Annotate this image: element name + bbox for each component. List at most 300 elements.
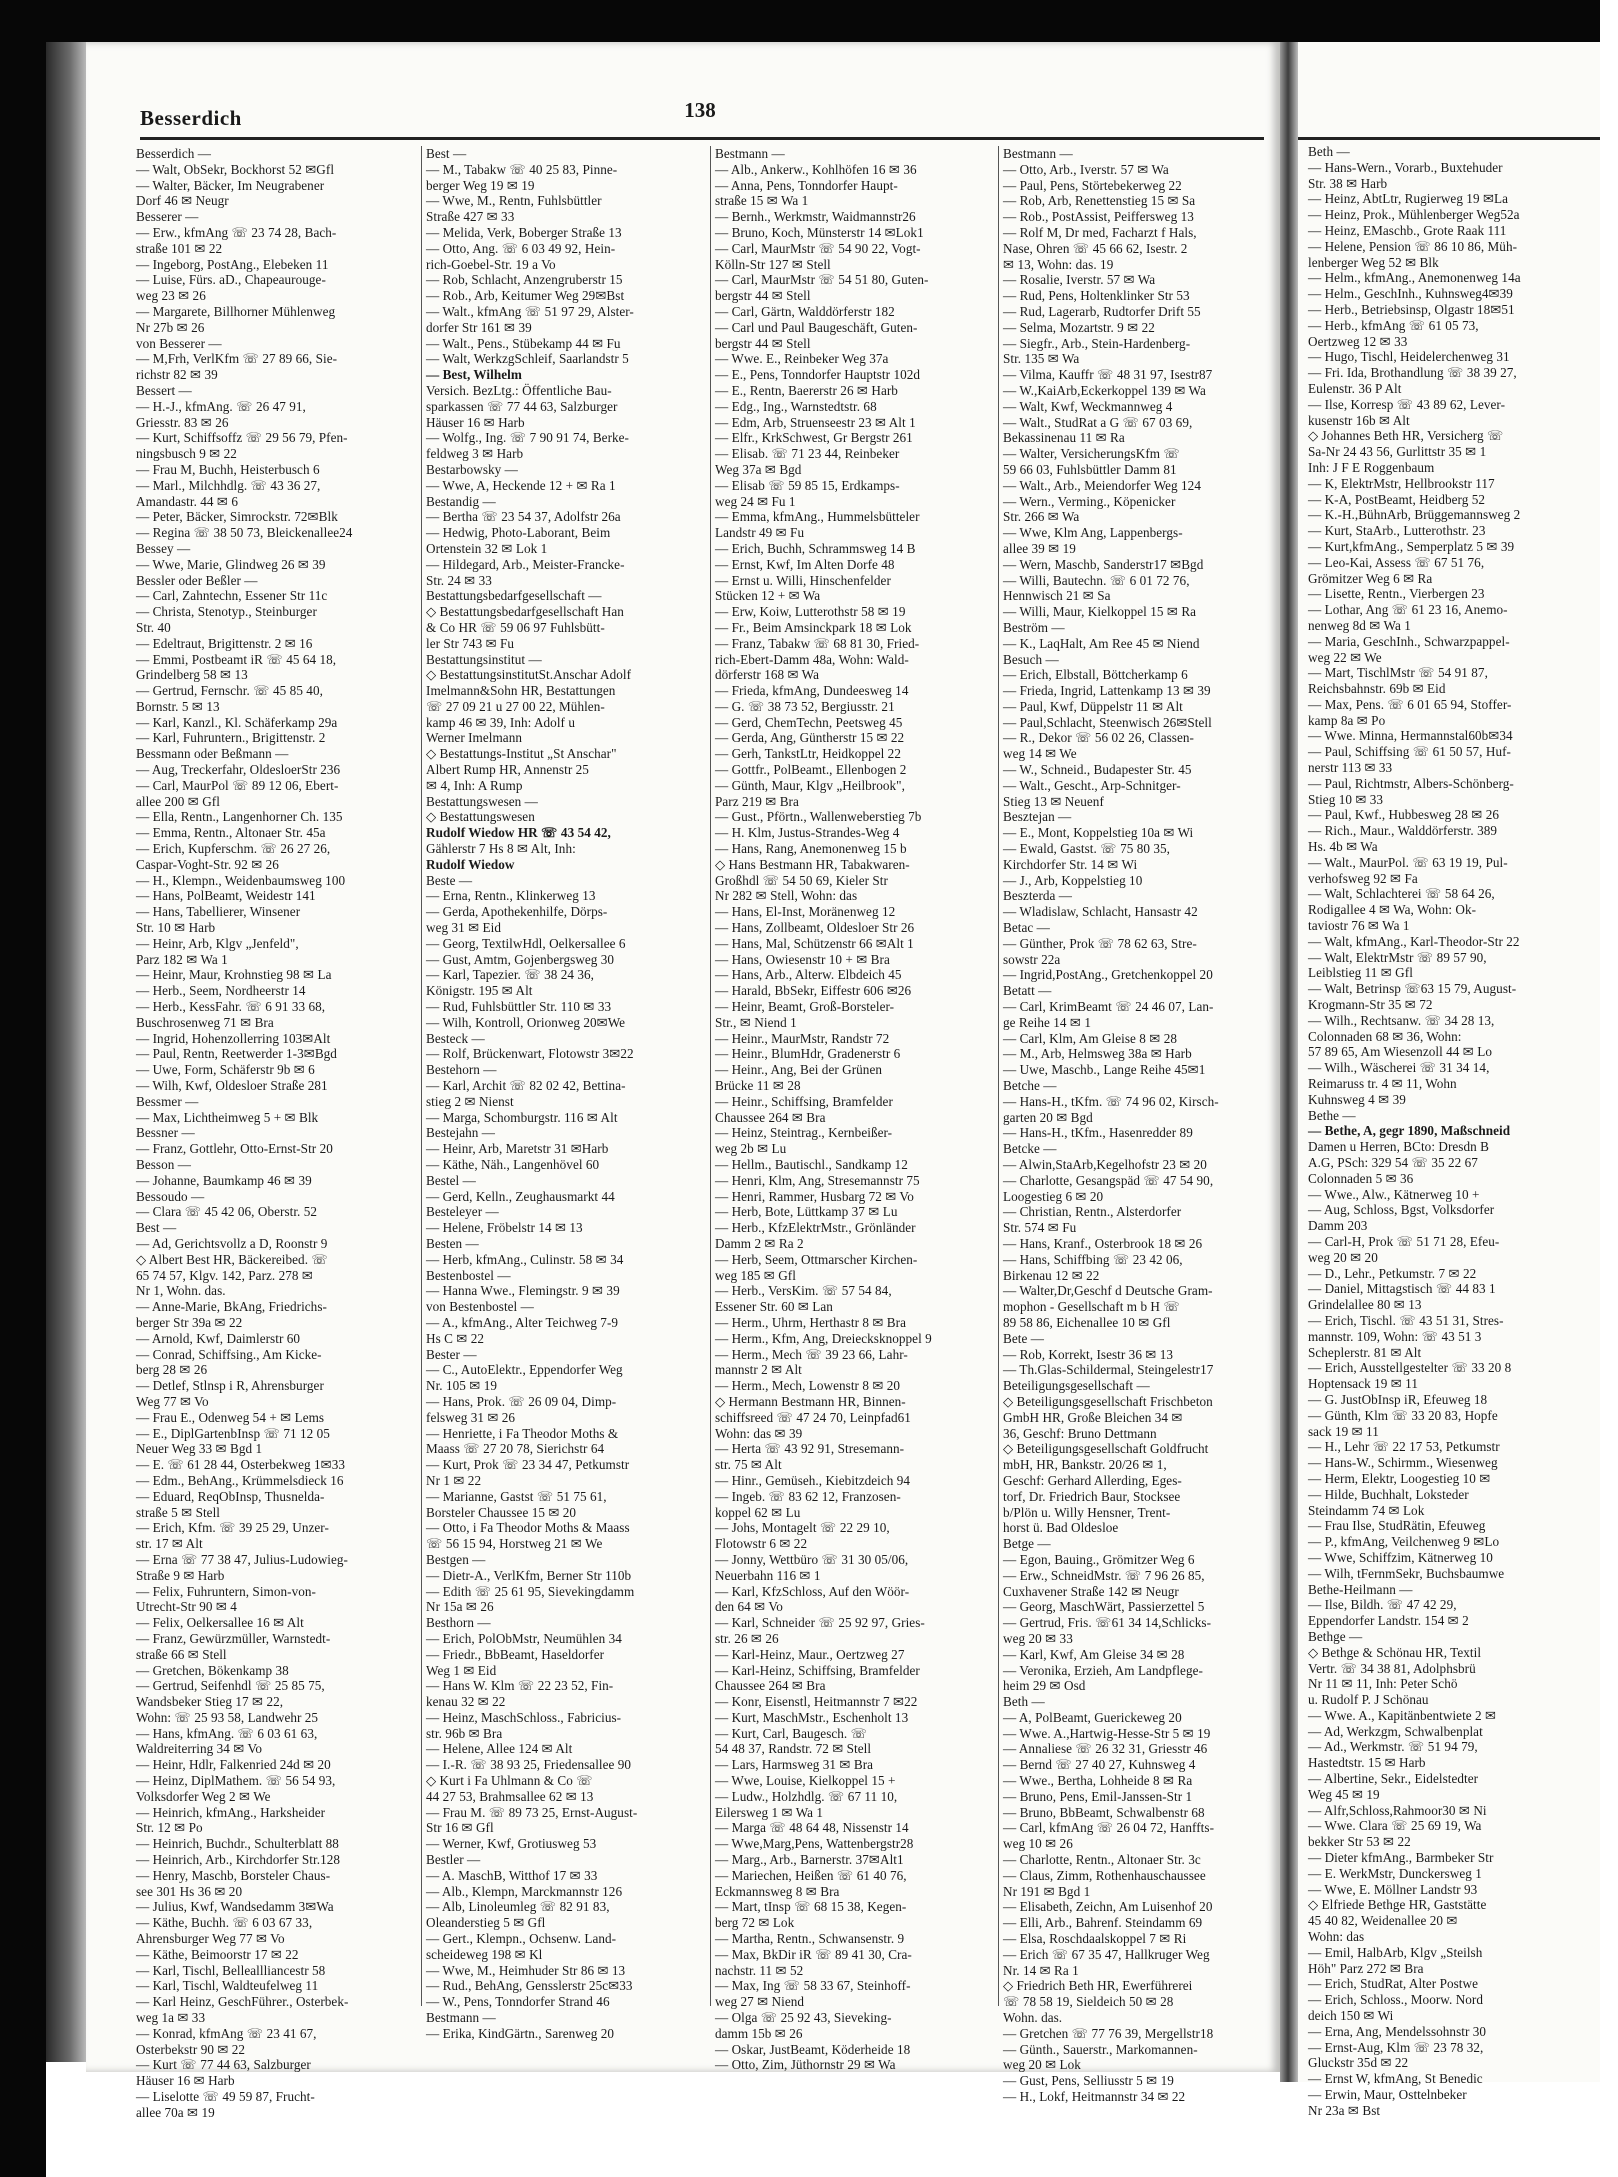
directory-entry-line: — Hinr., Gemüseh., Kiebitzdeich 94 — [715, 1472, 911, 1488]
directory-entry-line: — Walt, ElektrMstr ☏ 89 57 90, — [1308, 949, 1487, 965]
directory-entry-line: Birkenau 12 ✉ 22 — [1003, 1267, 1100, 1283]
directory-entry-line: Brücke 11 ✉ 28 — [715, 1078, 801, 1094]
directory-entry-line: — Luise, Fürs. aD., Chapeaurouge- — [136, 272, 326, 288]
directory-entry-line: — Bertha ☏ 23 54 37, Adolfstr 26a — [426, 509, 621, 525]
directory-entry-line: — Walt, WerkzgSchleif, Saarlandstr 5 — [426, 351, 629, 367]
directory-entry-line: — E. WerkMstr, Dunckersweg 1 — [1308, 1865, 1482, 1881]
directory-entry-line: — Henri, Klm, Ang, Stresemannstr 75 — [715, 1172, 920, 1188]
directory-entry-line: — Fri. Ida, Brothandlung ☏ 38 39 27, — [1308, 365, 1517, 381]
directory-entry-line: — Erika, KindGärtn., Sarenweg 20 — [426, 2025, 615, 2041]
directory-entry-line: berg 72 ✉ Lok — [715, 1915, 795, 1931]
directory-entry-line: — Siegfr., Arb., Stein-Hardenberg- — [1003, 335, 1191, 351]
directory-entry-line: Stücken 12 + ✉ Wa — [715, 588, 821, 604]
directory-entry-line: kenau 32 ✉ 22 — [426, 1694, 506, 1710]
directory-entry-line: Loogestieg 6 ✉ 20 — [1003, 1188, 1104, 1204]
directory-entry-line: Großhdl ☏ 54 50 69, Kieler Str — [715, 872, 888, 888]
directory-entry-line: — Wwe, Louise, Kielkoppel 15 + — [715, 1773, 896, 1789]
directory-entry-line: — Alwin,StaArb,Kegelhofstr 23 ✉ 20 — [1003, 1157, 1207, 1172]
column-divider — [421, 146, 422, 2006]
directory-entry-line: — Wilh., Rechtsanw. ☏ 34 28 13, — [1308, 1012, 1495, 1028]
directory-entry-line: — Hellm., Bautischl., Sandkamp 12 — [715, 1157, 908, 1172]
directory-entry-line: 59 66 03, Fuhlsbüttler Damm 81 — [1003, 461, 1177, 477]
scan-border-left — [0, 0, 46, 2177]
directory-entry-line: allee 200 ✉ Gfl — [136, 793, 220, 809]
directory-entry-line: — Eduard, ReqObInsp, Thusnelda- — [136, 1488, 325, 1504]
directory-entry-line: — Ad, Werkzgm, Schwalbenplat — [1308, 1723, 1483, 1739]
directory-entry-line: straße 101 ✉ 22 — [136, 240, 223, 256]
directory-entry-line: — Annaliese ☏ 26 32 31, Griesstr 46 — [1003, 1741, 1208, 1757]
directory-entry-line: feldweg 3 ✉ Harb — [426, 446, 524, 462]
directory-entry-line: — Hans, Tabellierer, Winsener — [136, 904, 301, 920]
directory-entry-line: von Besserer — — [136, 335, 222, 351]
directory-entry-line: — H.-J., kfmAng. ☏ 26 47 91, — [136, 398, 306, 414]
directory-entry-line: — Ernst u. Willi, Hinschenfelder — [715, 572, 891, 588]
directory-entry-line: Versich. BezLtg.: Öffentliche Bau- — [426, 382, 612, 398]
directory-entry-line: ◇ Friedrich Beth HR, Ewerführerei — [1003, 1978, 1193, 1994]
directory-entry-line: — Carl-H, Prok ☏ 51 71 28, Efeu- — [1308, 1233, 1500, 1249]
directory-entry-line: Straße 9 ✉ Harb — [136, 1567, 225, 1583]
directory-entry-line: straße 5 ✉ Stell — [136, 1504, 221, 1520]
directory-entry-line: — Erich, Kupferschm. ☏ 26 27 26, — [136, 841, 331, 857]
directory-entry-line: — Max, Pens. ☏ 6 01 65 94, Stoffer- — [1308, 696, 1512, 712]
directory-entry-line: — Bruno, Pens, Emil-Janssen-Str 1 — [1003, 1788, 1193, 1804]
directory-entry-line: — Elisab ☏ 59 85 15, Erdkamps- — [715, 477, 900, 493]
directory-entry-line: weg 20 ✉ 33 — [1003, 1630, 1073, 1646]
directory-entry-line: — Johanne, Baumkamp 46 ✉ 39 — [136, 1172, 312, 1188]
directory-entry-line: — Rich., Maur., Walddörferstr. 389 — [1308, 823, 1498, 839]
directory-entry-line: str. 96b ✉ Bra — [426, 1725, 503, 1741]
directory-entry-line: bergstr 44 ✉ Stell — [715, 335, 811, 351]
directory-entry-line: — Hans, PolBeamt, Weidestr 141 — [136, 888, 316, 904]
directory-entry-line: Grömitzer Weg 6 ✉ Ra — [1308, 570, 1433, 586]
directory-entry-line: — Bruno, BbBeamt, Schwalbenstr 68 — [1003, 1804, 1205, 1820]
directory-entry-line: weg 10 ✉ 26 — [1003, 1836, 1073, 1852]
directory-entry-line: Nr 23a ✉ Bst — [1308, 2102, 1381, 2118]
directory-entry-line: — Gertrud, Fernschr. ☏ 45 85 40, — [136, 683, 323, 699]
directory-entry-line: Osterbekstr 90 ✉ 22 — [136, 2041, 246, 2057]
directory-entry-line: kusenstr 16b ✉ Alt — [1308, 412, 1410, 428]
directory-entry-line: — Erich, Ausstellgestelter ☏ 33 20 8 — [1308, 1360, 1512, 1376]
directory-entry-line: Str. 10 ✉ Harb — [136, 920, 216, 936]
directory-entry-line: — Paul, Pens, Störtebekerweg 22 — [1003, 177, 1182, 193]
directory-entry-line: — Rud, Pens, Holtenklinker Str 53 — [1003, 288, 1190, 304]
directory-entry-line: Kuhnsweg 4 ✉ 39 — [1308, 1091, 1406, 1107]
directory-entry-line: mannstr. 109, Wohn: ☏ 43 51 3 — [1308, 1328, 1482, 1344]
directory-entry-line: — Wwe. A., Kapitänbentwiete 2 ✉ — [1308, 1707, 1497, 1723]
directory-entry-line: Str., ✉ Niend 1 — [715, 1014, 797, 1030]
directory-entry-line: Bessey — — [136, 540, 191, 556]
directory-entry-line: — Heinrich, Arb., Kirchdorfer Str.128 — [136, 1852, 341, 1868]
directory-entry-line: — Konrad, kfmAng ☏ 23 41 67, — [136, 2025, 317, 2041]
directory-entry-line: schiffsreed ☏ 47 24 70, Leinpfad61 — [715, 1409, 911, 1425]
directory-entry-line: — Otto, Arb., Iverstr. 57 ✉ Wa — [1003, 161, 1169, 177]
directory-entry-line: Bestejahn — — [426, 1125, 496, 1141]
directory-entry-line: — Carl, KrimBeamt ☏ 24 46 07, Lan- — [1003, 999, 1214, 1015]
directory-entry-line: — Henriette, i Fa Theodor Moths & — [426, 1425, 619, 1441]
directory-entry-line: — Käthe, Näh., Langenhövel 60 — [426, 1157, 600, 1172]
directory-entry-line: Reimaruss tr. 4 ✉ 11, Wohn — [1308, 1076, 1457, 1092]
directory-entry-line: Kirchdorfer Str. 14 ✉ Wi — [1003, 856, 1138, 872]
directory-entry-line: — Gottfr., PolBeamt., Ellenbogen 2 — [715, 762, 907, 778]
directory-entry-line: Kölln-Str 127 ✉ Stell — [715, 256, 831, 272]
directory-entry-line: — Hilde, Buchhalt, Loksteder — [1308, 1486, 1469, 1502]
directory-entry-line: — Gerh, TankstLtr, Heidkoppel 22 — [715, 746, 901, 762]
directory-entry-line: — A., kfmAng., Alter Teichweg 7-9 — [426, 1314, 619, 1330]
directory-entry-line: — Ingrid, Hohenzollerring 103✉Alt — [136, 1030, 331, 1046]
directory-entry-line: — I.-R. ☏ 38 93 25, Friedensallee 90 — [426, 1757, 632, 1773]
directory-entry-line: weg 14 ✉ We — [1003, 746, 1077, 762]
directory-entry-line: Borsteler Chaussee 15 ✉ 20 — [426, 1504, 577, 1520]
directory-entry-line: Amandastr. 44 ✉ 6 — [136, 493, 239, 509]
directory-entry-line: — Edith ☏ 25 61 95, Sievekingdamm — [426, 1583, 635, 1599]
directory-entry-line: ◇ Elfriede Bethge HR, Gaststätte — [1308, 1897, 1487, 1913]
directory-entry-line: sparkassen ☏ 77 44 63, Salzburger — [426, 398, 618, 414]
directory-entry-line: — Felix, Fuhruntern, Simon-von- — [136, 1583, 316, 1599]
directory-entry-line: — Elisabeth, Zeichn, Am Luisenhof 20 — [1003, 1899, 1213, 1915]
directory-entry-line: — Ernst-Aug, Klm ☏ 23 78 32, — [1308, 2039, 1484, 2055]
directory-entry-line: — Erich ☏ 67 35 47, Hallkruger Weg — [1003, 1946, 1210, 1962]
directory-entry-line: Weg 37a ✉ Bgd — [715, 461, 802, 477]
directory-entry-line: — Edeltraut, Brigittenstr. 2 ✉ 16 — [136, 635, 313, 651]
directory-entry-line: — Alb, Linoleumleg ☏ 82 91 83, — [426, 1899, 610, 1915]
directory-entry-line: scheideweg 198 ✉ Kl — [426, 1946, 543, 1962]
directory-entry-line: — Wwe, Klm Ang, Lappenbergs- — [1003, 525, 1183, 541]
directory-entry-line: Betcke — — [1003, 1141, 1057, 1157]
directory-entry-line: — Herb., kfmAng ☏ 61 05 73, — [1308, 317, 1479, 333]
directory-entry-line: — Erich, Elbstall, Böttcherkamp 6 — [1003, 667, 1188, 683]
directory-entry-line: — Fr., Beim Amsinckpark 18 ✉ Lok — [715, 619, 912, 635]
directory-entry-line: — Anne-Marie, BkAng, Friedrichs- — [136, 1299, 327, 1315]
directory-entry-line: — Bernd ☏ 27 40 27, Kuhnsweg 4 — [1003, 1757, 1196, 1773]
directory-entry-line: — Erich, Buchh, Schrammsweg 14 B — [715, 540, 916, 556]
directory-entry-line: Grindelberg 58 ✉ 13 — [136, 667, 248, 683]
directory-entry-line: — Wwe. E., Reinbeker Weg 37a — [715, 351, 889, 367]
directory-entry-line: — Wladislaw, Schlacht, Hansastr 42 — [1003, 904, 1198, 920]
directory-entry-line: Häuser 16 ✉ Harb — [136, 2073, 235, 2089]
directory-entry-line: — Alb., Ankerw., Kohlhöfen 16 ✉ 36 — [715, 161, 917, 177]
directory-entry-line: — Frau Ilse, StudRätin, Efeuweg — [1308, 1518, 1486, 1534]
directory-entry-line: — E. ☏ 61 28 44, Osterbekweg 1✉33 — [136, 1457, 346, 1473]
directory-entry-line: — Hanna Wwe., Flemingstr. 9 ✉ 39 — [426, 1283, 620, 1299]
directory-entry-line: str. 75 ✉ Alt — [715, 1457, 782, 1473]
directory-entry-line: — Heinr, Arb, Klgv „Jenfeld", — [136, 935, 299, 951]
directory-entry-line: — Heinr, Beamt, Groß-Borsteler- — [715, 999, 895, 1015]
directory-entry-line: Bestmann — — [1003, 146, 1073, 161]
directory-entry-line: — Wwe, A, Heckende 12 + ✉ Ra 1 — [426, 477, 616, 493]
directory-entry-line: Bessoudo — — [136, 1188, 205, 1204]
facing-page — [1298, 42, 1600, 2118]
directory-entry-line: Str 16 ✉ Gfl — [426, 1820, 494, 1836]
directory-entry-line: — Wilh, Kwf, Oldesloer Straße 281 — [136, 1078, 328, 1094]
directory-entry-line: — Wwe. Minna, Hermannstal60b✉34 — [1308, 728, 1513, 744]
directory-entry-line: — A. MaschB, Witthof 17 ✉ 33 — [426, 1867, 598, 1883]
directory-entry-line: torf, Dr. Friedrich Baur, Stocksee — [1003, 1488, 1181, 1504]
directory-entry-line: — Wilh, tFernmSekr, Buchsbaumwe — [1308, 1565, 1505, 1581]
directory-entry-line: — Marga, Schomburgstr. 116 ✉ Alt — [426, 1109, 618, 1125]
directory-entry-line: — Erw., SchneidMstr. ☏ 7 96 26 85, — [1003, 1567, 1205, 1583]
directory-entry-line: — Albertine, Sekr., Eidelstedter — [1308, 1771, 1479, 1787]
directory-entry-line: ◇ Kurt i Fa Uhlmann & Co ☏ — [426, 1773, 593, 1789]
directory-entry-line: — Selma, Mozartstr. 9 ✉ 22 — [1003, 319, 1155, 335]
directory-entry-line: Besthorn — — [426, 1615, 491, 1631]
directory-entry-line: Betatt — — [1003, 983, 1052, 999]
directory-entry-line: — Gerd, ChemTechn, Peetsweg 45 — [715, 714, 903, 730]
directory-entry-line: — Franz, Gewürzmüller, Warnstedt- — [136, 1630, 331, 1646]
directory-entry-line: Reichsbahnstr. 69b ✉ Eid — [1308, 681, 1446, 697]
directory-entry-line: — Frieda, Ingrid, Lattenkamp 13 ✉ 39 — [1003, 683, 1211, 699]
directory-entry-line: — Carl, Klm, Am Gleise 8 ✉ 28 — [1003, 1030, 1178, 1046]
directory-entry-line: — J., Arb, Koppelstieg 10 — [1003, 872, 1143, 888]
directory-entry-line: nerstr 113 ✉ 33 — [1308, 760, 1393, 776]
facing-page-column — [1308, 144, 1618, 2118]
directory-entry-line: — Wwe., Alw., Kätnerweg 10 + — [1308, 1186, 1480, 1202]
directory-entry-line: Hennwisch 21 ✉ Sa — [1003, 588, 1111, 604]
directory-entry-line: — Erwin, Maur, Osttelnbeker — [1308, 2087, 1467, 2103]
directory-entry-line: 44 27 53, Brahmsallee 62 ✉ 13 — [426, 1788, 594, 1804]
directory-entry-line: Best — — [426, 146, 467, 161]
directory-entry-line: Hs C ✉ 22 — [426, 1330, 485, 1346]
directory-entry-line: Besserer — — [136, 209, 199, 225]
directory-entry-line: — Georg, TextilwHdl, Oelkersallee 6 — [426, 935, 626, 951]
directory-entry-line: — Karl, Fuhruntern., Brigittenstr. 2 — [136, 730, 326, 746]
directory-entry-line: — Heinz, Steintrag., Kernbeißer- — [715, 1125, 893, 1141]
directory-entry-line: Rudolf Wiedow — [426, 856, 515, 872]
directory-entry-line: — Karl, Tischl, Waldteufelweg 11 — [136, 1978, 319, 1994]
directory-entry-line: — Kurt, StaArb., Lutterothstr. 23 — [1308, 523, 1486, 539]
directory-entry-line: — Rob, Schlacht, Anzengruberstr 15 — [426, 272, 623, 288]
directory-entry-line: — Herb., Betriebsinsp, Olgastr 18✉51 — [1308, 301, 1515, 317]
directory-entry-line: — Walter,Dr,Geschf d Deutsche Gram- — [1003, 1283, 1213, 1299]
directory-entry-line: Bestenbostel — — [426, 1267, 511, 1283]
directory-entry-line: ◇ Johannes Beth HR, Versicherg ☏ — [1308, 428, 1504, 444]
directory-entry-line: — Karl-Heinz, Maur., Oertzweg 27 — [715, 1646, 905, 1662]
directory-entry-line: Besserdich — — [136, 146, 211, 161]
directory-entry-line: Wohn: das — [1308, 1929, 1365, 1945]
directory-entry-line: Bestel — — [426, 1172, 476, 1188]
directory-entry-line: — K, ElektrMstr, Hellbrookstr 117 — [1308, 475, 1495, 491]
directory-entry-line: Königstr. 195 ✉ Alt — [426, 983, 533, 999]
directory-entry-line: — Charlotte, Gesangspäd ☏ 47 54 90, — [1003, 1172, 1214, 1188]
directory-entry-line: — Alb., Klempn, Marckmannstr 126 — [426, 1883, 623, 1899]
directory-entry-line: — Käthe, Beimoorstr 17 ✉ 22 — [136, 1946, 299, 1962]
directory-entry-line: — Harald, BbSekr, Eiffestr 606 ✉26 — [715, 983, 912, 999]
directory-entry-line: — Wwe, Schiffzim, Kätnerweg 10 — [1308, 1549, 1493, 1565]
column-4 — [1003, 146, 1281, 2105]
directory-entry-line: — Walt., Arb., Meiendorfer Weg 124 — [1003, 477, 1201, 493]
directory-entry-line: Nr 27b ✉ 26 — [136, 319, 205, 335]
directory-entry-line: — Günth., Sauerstr., Markomannen- — [1003, 2041, 1198, 2057]
directory-entry-line: — Karl, Schneider ☏ 25 92 97, Gries- — [715, 1615, 925, 1631]
directory-entry-line: — Carl, MaurMstr ☏ 54 51 80, Guten- — [715, 272, 929, 288]
directory-entry-line: — Leo-Kai, Assess ☏ 67 51 76, — [1308, 554, 1485, 570]
directory-entry-line: — Hans, Owiesenstr 10 + ✉ Bra — [715, 951, 890, 967]
directory-entry-line: Werner Imelmann — [426, 730, 522, 746]
directory-entry-line: — K-A, PostBeamt, Heidberg 52 — [1308, 491, 1486, 507]
directory-entry-line: — Franz, Gottlehr, Otto-Ernst-Str 20 — [136, 1141, 333, 1157]
directory-entry-line: — Karl, Kwf, Am Gleise 34 ✉ 28 — [1003, 1646, 1185, 1662]
directory-entry-line: Beste — — [426, 872, 473, 888]
directory-entry-line: Imelmann&Sohn HR, Bestattungen — [426, 683, 616, 699]
directory-entry-line: — Karl, Tapezier. ☏ 38 24 36, — [426, 967, 595, 983]
directory-entry-line: — Rud., BehAng, Gensslerstr 25c✉33 — [426, 1978, 633, 1994]
directory-entry-line: dorfer Str 161 ✉ 39 — [426, 319, 532, 335]
directory-entry-line: Waldreiterring 34 ✉ Vo — [136, 1741, 262, 1757]
directory-entry-line: ◇ Bethge & Schönau HR, Textil — [1308, 1644, 1482, 1660]
directory-entry-line: — Max, Ing ☏ 58 33 67, Steinhoff- — [715, 1978, 911, 1994]
directory-entry-line: Beteiligungsgesellschaft — — [1003, 1378, 1150, 1394]
directory-entry-line: ◇ Hermann Bestmann HR, Binnen- — [715, 1393, 906, 1409]
directory-entry-line: Beszterda — — [1003, 888, 1073, 904]
directory-entry-line: — Konr, Eisenstl, Heitmannstr 7 ✉22 — [715, 1694, 918, 1710]
directory-entry-line: Beth — — [1003, 1694, 1045, 1710]
directory-entry-line: — Henri, Rammer, Husbarg 72 ✉ Vo — [715, 1188, 914, 1204]
directory-entry-line: Oertzweg 12 ✉ 33 — [1308, 333, 1408, 349]
directory-entry-line: — Mart, TischlMstr ☏ 54 91 87, — [1308, 665, 1488, 681]
directory-entry-line: ✉ 4, Inh: A Rump — [426, 777, 523, 793]
directory-entry-line: — Lothar, Ang ☏ 61 23 16, Anemo- — [1308, 602, 1508, 618]
directory-entry-line: — Hans W. Klm ☏ 22 23 52, Fin- — [426, 1678, 614, 1694]
directory-entry-line: taviostr 76 ✉ Wa 1 — [1308, 918, 1410, 934]
directory-entry-line: kamp 8a ✉ Po — [1308, 712, 1386, 728]
directory-entry-line: — Kurt, Prok ☏ 23 34 47, Petkumstr — [426, 1457, 630, 1473]
directory-entry-line: — Heinr., Schiffsing, Bramfelder — [715, 1093, 893, 1109]
directory-entry-line: Besten — — [426, 1235, 479, 1251]
column-2 — [426, 146, 704, 2041]
directory-entry-line: — Hans, Mal, Schützenstr 66 ✉Alt 1 — [715, 935, 914, 951]
directory-entry-line: — Mart, tInsp ☏ 68 15 38, Kegen- — [715, 1899, 907, 1915]
directory-entry-line: Nr 282 ✉ Stell, Wohn: das — [715, 888, 858, 904]
directory-entry-line: richstr 82 ✉ 39 — [136, 367, 218, 383]
directory-entry-line: berg 28 ✉ 26 — [136, 1362, 208, 1378]
directory-entry-line: — Charlotte, Rentn., Altonaer Str. 3c — [1003, 1852, 1201, 1868]
directory-entry-line: ◇ Beteiligungsgesellschaft Goldfrucht — [1003, 1441, 1209, 1457]
directory-entry-line: den 64 ✉ Vo — [715, 1599, 783, 1615]
directory-entry-line: — E., Mont, Koppelstieg 10a ✉ Wi — [1003, 825, 1194, 841]
directory-entry-line: Weg 77 ✉ Vo — [136, 1393, 209, 1409]
directory-entry-line: straße 66 ✉ Stell — [136, 1646, 227, 1662]
directory-entry-line: Betche — — [1003, 1078, 1057, 1094]
directory-entry-line: — G. JustObInsp iR, Efeuweg 18 — [1308, 1391, 1488, 1407]
directory-entry-line: Besztejan — — [1003, 809, 1072, 825]
directory-entry-line: — Rob., PostAssist, Peiffersweg 13 — [1003, 209, 1194, 225]
directory-entry-line: — Karl, Archit ☏ 82 02 42, Bettina- — [426, 1078, 626, 1094]
directory-entry-line: — Herb., KessFahr. ☏ 6 91 33 68, — [136, 999, 326, 1015]
directory-entry-line: — Paul, Richtmstr, Albers-Schönberg- — [1308, 775, 1514, 791]
directory-entry-line: 54 48 37, Randstr. 72 ✉ Stell — [715, 1741, 872, 1757]
directory-entry-line: Bessmer — — [136, 1093, 199, 1109]
page-number: 138 — [684, 98, 716, 122]
directory-entry-line: — Wwe, Marie, Glindweg 26 ✉ 39 — [136, 556, 326, 572]
directory-entry-line: — Gretchen, Bökenkamp 38 — [136, 1662, 289, 1678]
directory-entry-line: Besson — — [136, 1157, 191, 1172]
directory-entry-line: Geschf: Gerhard Allerding, Eges- — [1003, 1472, 1182, 1488]
directory-entry-line: — Helm., GeschInh., Kuhnsweg4✉39 — [1308, 286, 1513, 302]
directory-entry-line: — Heinr, Maur, Krohnstieg 98 ✉ La — [136, 967, 332, 983]
directory-entry-line: — Helene, Allee 124 ✉ Alt — [426, 1741, 573, 1757]
directory-entry-line: ge Reihe 14 ✉ 1 — [1003, 1014, 1091, 1030]
directory-entry-line: — Mariechen, Heißen ☏ 61 40 76, — [715, 1867, 907, 1883]
directory-entry-line: Stieg 10 ✉ 33 — [1308, 791, 1384, 807]
directory-entry-line: weg 27 ✉ Niend — [715, 1994, 805, 2010]
directory-entry-line: Chaussee 264 ✉ Bra — [715, 1678, 826, 1694]
directory-entry-line: damm 15b ✉ 26 — [715, 2025, 803, 2041]
directory-entry-line: — Georg, MaschWärt, Passierzettel 5 — [1003, 1599, 1205, 1615]
directory-entry-line: deich 150 ✉ Wi — [1308, 2008, 1394, 2024]
directory-entry-line: — Werner, Kwf, Grotiusweg 53 — [426, 1836, 597, 1852]
directory-entry-line: allee 70a ✉ 19 — [136, 2104, 215, 2120]
directory-entry-line: weg 20 ✉ Lok — [1003, 2057, 1081, 2073]
directory-entry-line: — Herb, Bote, Lüttkamp 37 ✉ Lu — [715, 1204, 898, 1220]
directory-entry-line: Straße 427 ✉ 33 — [426, 209, 515, 225]
directory-entry-line: — Gust., Pförtn., Wallenweberstieg 7b — [715, 809, 922, 825]
directory-entry-line: weg 20 ✉ 20 — [1308, 1249, 1378, 1265]
directory-entry-line: — Alfr,Schloss,Rahmoor30 ✉ Ni — [1308, 1802, 1487, 1818]
directory-entry-line: Bestattungsinstitut — — [426, 651, 542, 667]
directory-entry-line: Str. 38 ✉ Harb — [1308, 175, 1388, 191]
directory-entry-line: — K., LaqHalt, Am Ree 45 ✉ Niend — [1003, 635, 1200, 651]
directory-entry-line: — Emil, HalbArb, Klgv „Steilsh — [1308, 1944, 1483, 1960]
directory-entry-line: — Günth, Maur, Klgv „Heilbrook", — [715, 777, 905, 793]
directory-entry-line: — Gerd, Kelln., Zeughausmarkt 44 — [426, 1188, 615, 1204]
directory-entry-line: felsweg 31 ✉ 26 — [426, 1409, 516, 1425]
directory-entry-line: Besteleyer — — [426, 1204, 499, 1220]
directory-entry-line: — Vilma, Kauffr ☏ 48 31 97, Isestr87 — [1003, 367, 1213, 383]
column-1 — [136, 146, 414, 2120]
directory-entry-line: ◇ Albert Best HR, Bäckereibed. ☏ — [136, 1251, 328, 1267]
directory-entry-line: weg 22 ✉ We — [1308, 649, 1382, 665]
directory-entry-line: — Erich, PolObMstr, Neumühlen 34 — [426, 1630, 622, 1646]
directory-entry-line: — Margarete, Billhorner Mühlenweg — [136, 303, 336, 319]
directory-entry-line: — R., Dekor ☏ 56 02 26, Classen- — [1003, 730, 1194, 746]
directory-entry-line: — Carl, Gärtn, Walddörferstr 182 — [715, 303, 895, 319]
directory-entry-line: Bethe-Heilmann — — [1308, 1581, 1413, 1597]
directory-entry-line: Albert Rump HR, Annenstr 25 — [426, 762, 589, 778]
directory-entry-line: — Otto, Ang. ☏ 6 03 49 92, Hein- — [426, 240, 616, 256]
directory-entry-line: Hastedtstr. 15 ✉ Harb — [1308, 1755, 1426, 1771]
directory-entry-line: — Elisab. ☏ 71 23 44, Reinbeker — [715, 446, 900, 462]
directory-entry-line: — Hedwig, Photo-Laborant, Beim — [426, 525, 611, 541]
directory-entry-line: Flotowstr 6 ✉ 22 — [715, 1536, 808, 1552]
directory-entry-line: rich-Goebel-Str. 19 a Vo — [426, 256, 556, 272]
directory-entry-line: — Ingeb. ☏ 83 62 12, Franzosen- — [715, 1488, 901, 1504]
directory-entry-line: — Henry, Maschb, Borsteler Chaus- — [136, 1867, 331, 1883]
directory-entry-line: — Hans, El-Inst, Moränenweg 12 — [715, 904, 896, 920]
directory-entry-line: — G. ☏ 38 73 52, Bergiusstr. 21 — [715, 698, 895, 714]
directory-entry-line: Nr 1, Wohn. das. — [136, 1283, 226, 1299]
running-head: Besserdich — [140, 106, 242, 130]
directory-entry-line: Parz 219 ✉ Bra — [715, 793, 799, 809]
directory-entry-line: — Gert., Klempn., Ochsenw. Land- — [426, 1931, 617, 1947]
directory-entry-line: Str. 12 ✉ Po — [136, 1820, 203, 1836]
directory-entry-line: — Gertrud, Seifenhdl ☏ 25 85 75, — [136, 1678, 325, 1694]
directory-entry-line: — Erich, Schloss., Moorw. Nord — [1308, 1992, 1483, 2008]
directory-entry-line: Weg 45 ✉ 19 — [1308, 1786, 1380, 1802]
directory-entry-line: Bekassinenau 11 ✉ Ra — [1003, 430, 1125, 446]
directory-entry-line: — Ilse, Bildh. ☏ 47 42 29, — [1308, 1597, 1457, 1613]
directory-entry-line: Griesstr. 83 ✉ 26 — [136, 414, 229, 430]
directory-entry-line: b/Plön u. Willy Hensner, Trent- — [1003, 1504, 1171, 1520]
directory-entry-line: — Julius, Kwf, Wandsedamm 3✉Wa — [136, 1899, 334, 1915]
directory-entry-line: — Lisette, Rentn., Vierbergen 23 — [1308, 586, 1485, 602]
directory-entry-line: — Kurt, Schiffsoffz ☏ 29 56 79, Pfen- — [136, 430, 348, 446]
directory-entry-line: ◇ Bestattungs-Institut „St Anschar" — [426, 746, 617, 762]
directory-entry-line: Inh: J F E Roggenbaum — [1308, 459, 1435, 475]
directory-entry-line: — Erich, StudRat, Alter Postwe — [1308, 1976, 1478, 1992]
directory-entry-line: — Herm., Kfm, Ang, Dreiecksknoppel 9 — [715, 1330, 932, 1346]
directory-entry-line: — Gust, Pens, Selliusstr 5 ✉ 19 — [1003, 2073, 1174, 2089]
directory-entry-line: Rodigallee 4 ✉ Wa, Wohn: Ok- — [1308, 902, 1477, 918]
directory-entry-line: — Helm., kfmAng., Anemonenweg 14a — [1308, 270, 1521, 286]
